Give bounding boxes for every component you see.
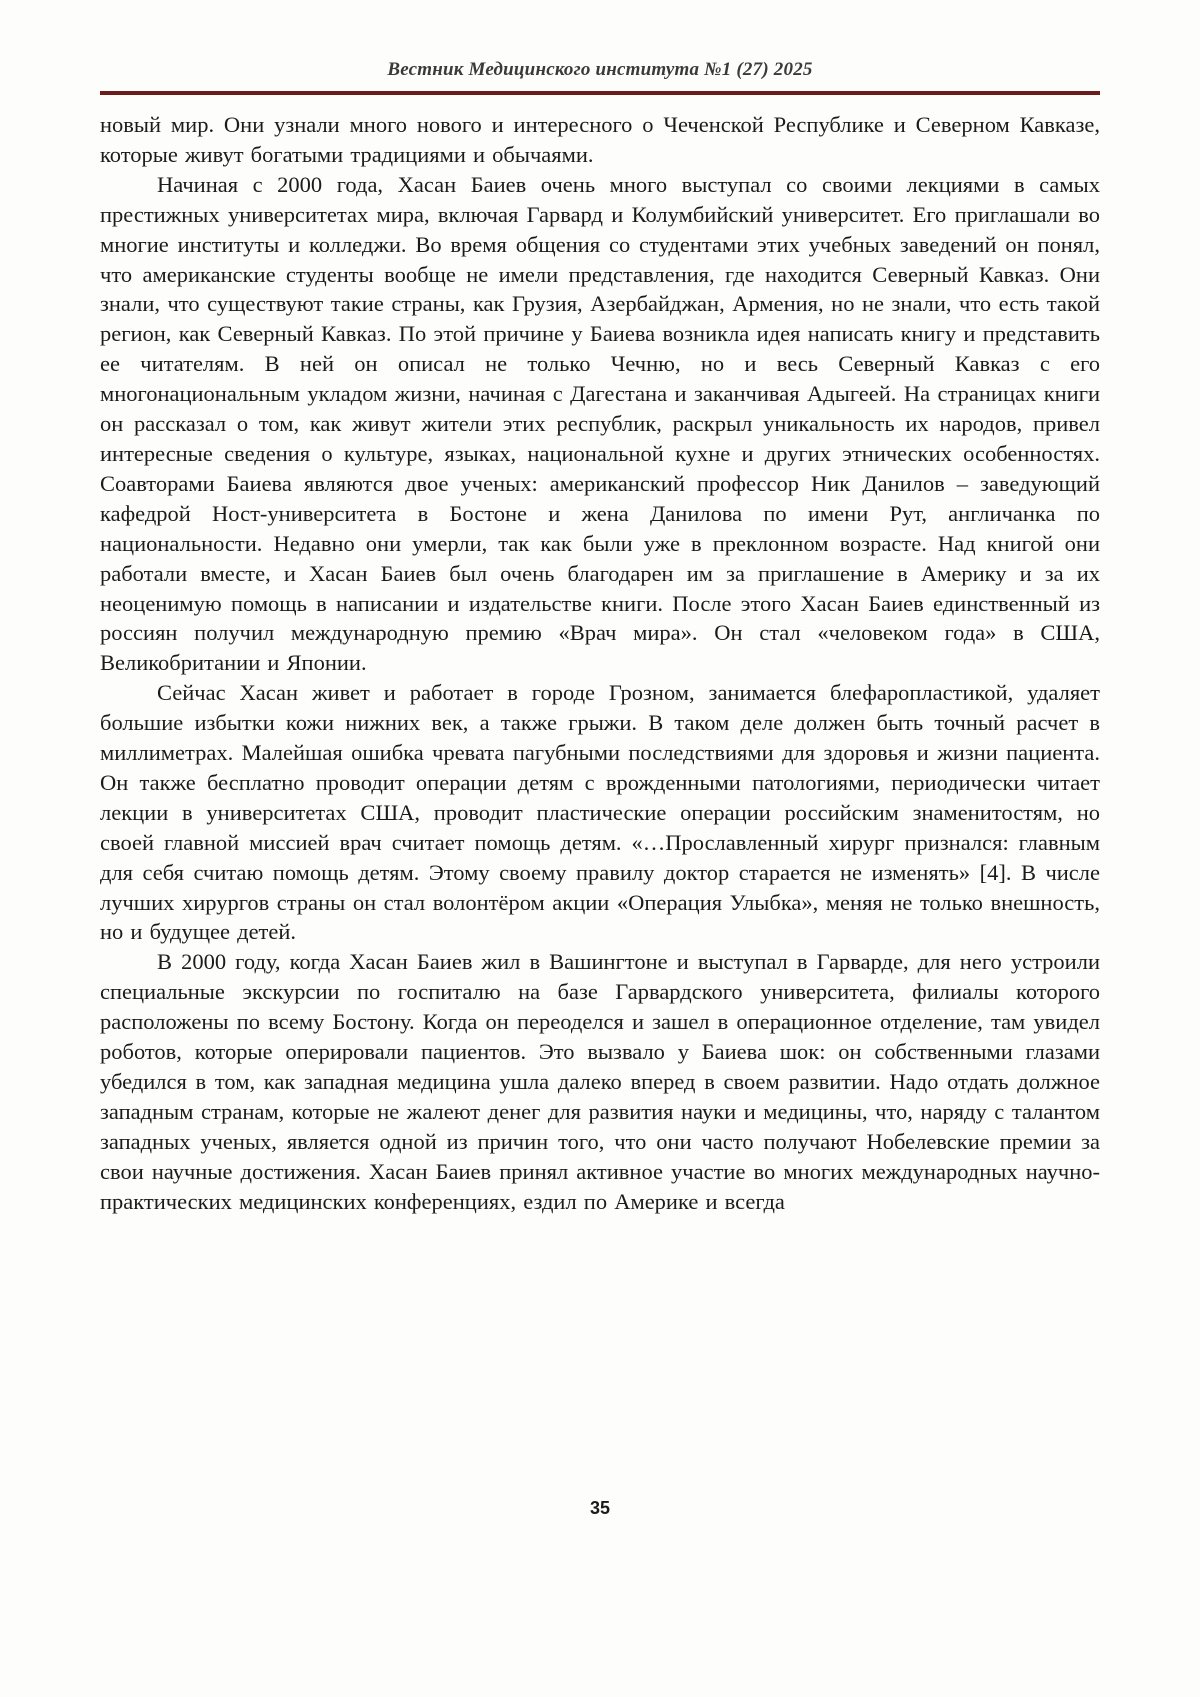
page-number: 35 [589, 1498, 611, 1518]
paragraph: новый мир. Они узнали много нового и интересного о Чеченской Республике и Северном Кавказе, которые живут богатыми традициями и обычаями. [100, 112, 1100, 167]
journal-header [100, 58, 1100, 95]
paragraph: В 2000 году, когда Хасан Баиев жил в Вашингтоне и выступал в Гарварде, для него устроили специальные экскурсии по госпиталю на базе Гарвардского университета, филиалы которого расположены по всему Бостону. Когда он переоделся и зашел в операционное отделение, там увидел роботов, которые оперировали пациентов. Это вызвало у Баиева шок: он собственными глазами убедился в том, как западная медицина ушла далеко вперед в своем развитии. Надо отдать должное западным странам, которые не жалеют денег для развития науки и медицины, что, наряду с талантом западных ученых, является одной из причин того, что они часто получают Нобелевские премии за свои научные достижения. Хасан Баиев принял активное участие во многих международных научно-практических медицинских конференциях, ездил по Америке и всегда [100, 949, 1100, 1214]
page-footer [0, 1498, 1200, 1519]
header-divider [100, 91, 1100, 95]
journal-title: Вестник Медицинского института №1 (27) 2025 [387, 59, 813, 80]
paragraph: Сейчас Хасан живет и работает в городе Грозном, занимается блефаропластикой, удаляет большие избытки кожи нижних век, а также грыжи. В таком деле должен быть точный расчет в миллиметрах. Малейшая ошибка чревата пагубными последствиями для здоровья и жизни пациента. Он также бесплатно проводит операции детям с врожденными патологиями, периодически читает лекции в университетах США, проводит пластические операции российским знаменитостям, но своей главной миссией врач считает помощь детям. «…Прославленный хирург признался: главным для себя считаю помощь детям. Этому своему правилу доктор старается не изменять» [4]. В числе лучших хирургов страны он стал волонтёром акции «Операция Улыбка», меняя не только внешность, но и будущее детей. [100, 680, 1100, 945]
article-body [100, 110, 1100, 1217]
paragraph: Начиная с 2000 года, Хасан Баиев очень много выступал со своими лекциями в самых престижных университетах мира, включая Гарвард и Колумбийский университет. Его приглашали во многие институты и колледжи. Во время общения со студентами этих учебных заведений он понял, что американские студенты вообще не имели представления, где находится Северный Кавказ. Они знали, что существуют такие страны, как Грузия, Азербайджан, Армения, но не знали, что есть такой регион, как Северный Кавказ. По этой причине у Баиева возникла идея написать книгу и представить ее читателям. В ней он описал не только Чечню, но и весь Северный Кавказ с его многонациональным укладом жизни, начиная с Дагестана и заканчивая Адыгеей. На страницах книги он рассказал о том, как живут жители этих республик, раскрыл уникальность их народов, привел интересные сведения о культуре, языках, национальной кухне и других этнических особенностях. Соавторами Баиева являются двое ученых: американский профессор Ник Данилов – заведующий кафедрой Ност-университета в Бостоне и жена Данилова по имени Рут, англичанка по национальности. Недавно они умерли, так как были уже в преклонном возрасте. Над книгой они работали вместе, и Хасан Баиев был очень благодарен им за приглашение в Америку и за их неоценимую помощь в написании и издательстве книги. После этого Хасан Баиев единственный из россиян получил международную премию «Врач мира». Он стал «человеком года» в США, Великобритании и Японии. [100, 171, 1100, 676]
